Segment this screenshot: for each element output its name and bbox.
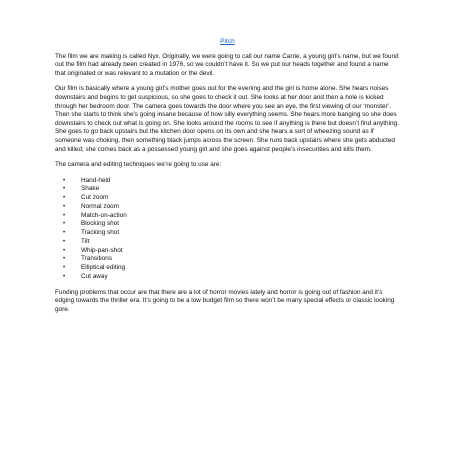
- list-item-label: Transitions: [81, 255, 113, 263]
- list-item: [55, 194, 400, 203]
- list-item: [55, 229, 400, 238]
- paragraph-techniques-intro: The camera and editing techniques we’re going to use are:: [55, 161, 222, 169]
- list-item: [55, 203, 400, 212]
- bullet-icon: •: [63, 247, 66, 254]
- list-item-label: Hand-held: [81, 176, 111, 184]
- bullet-icon: •: [63, 256, 66, 263]
- techniques-list: [55, 177, 400, 282]
- paragraph-plot: Our film is basically where a young girl’s mother goes out for the evening and the girl is home alone. She hears noises downstairs and begins to get suspicious, so she goes to check it out. She looks at her door and then a hole is kicked through her bedroom door. The camera goes towards the door where you see an eye, the first viewing of our ‘monster’. Then she starts to think she’s going insane because of how silly everything seems. She hears more banging so she does downstairs to check out what is going on. She looks around the rooms to see if anything is there but doesn’t find anything. She goes to go back upstairs but the kitchen door opens on its own and she hears a sort of wheezing sound as if someone was choking, then something black jumps across the screen. She runs back upstairs where she gets abducted and killed; she comes back as a possessed young girl and she goes against people’s insecurities and kills them.: [55, 85, 399, 153]
- bullet-icon: •: [63, 265, 66, 272]
- bullet-icon: •: [63, 203, 66, 210]
- list-item-label: Whip-pan-shot: [81, 246, 123, 254]
- list-item: [55, 185, 400, 194]
- page-title[interactable]: Pitch: [220, 38, 235, 45]
- list-item: [55, 247, 400, 256]
- list-item: [55, 255, 400, 264]
- list-item: [55, 212, 400, 221]
- bullet-icon: •: [63, 186, 66, 193]
- list-item: [55, 177, 400, 186]
- paragraph-funding: Funding problems that occur are that there are a lot of horror movies lately and horror is going out of fashion and it’s edging towards the thriller era. It’s going to be a low budget film so there won’t be many special effects or classic looking gore.: [55, 288, 395, 313]
- bullet-icon: •: [63, 195, 66, 202]
- list-item-label: Normal zoom: [81, 202, 119, 210]
- list-item: [55, 264, 400, 273]
- list-item-label: Elliptical editing: [81, 264, 126, 272]
- list-item: [55, 220, 400, 229]
- paragraph-intro: The film we are making is called Nyx. Originally, we were going to call our name Carrie, a young girl’s name, but we found out the film had already been created in 1976, so we couldn’t have it. So we put our heads together and found a name that originated or was relevant to a mutation or the devil.: [55, 52, 399, 77]
- list-item-label: Cut zoom: [81, 194, 109, 202]
- list-item: [55, 238, 400, 247]
- list-item-label: Shake: [81, 185, 100, 193]
- list-item: [55, 273, 400, 282]
- document-body: [55, 38, 400, 322]
- list-item-label: Tracking shot: [81, 229, 120, 237]
- bullet-icon: •: [63, 230, 66, 237]
- bullet-icon: •: [63, 177, 66, 184]
- list-item-label: Match-on-action: [81, 211, 127, 219]
- list-item-label: Cut away: [81, 272, 108, 280]
- bullet-icon: •: [63, 221, 66, 228]
- bullet-icon: •: [63, 273, 66, 280]
- bullet-icon: •: [63, 212, 66, 219]
- list-item-label: Blocking shot: [81, 220, 120, 228]
- list-item-label: Tilt: [81, 237, 90, 245]
- bullet-icon: •: [63, 238, 66, 245]
